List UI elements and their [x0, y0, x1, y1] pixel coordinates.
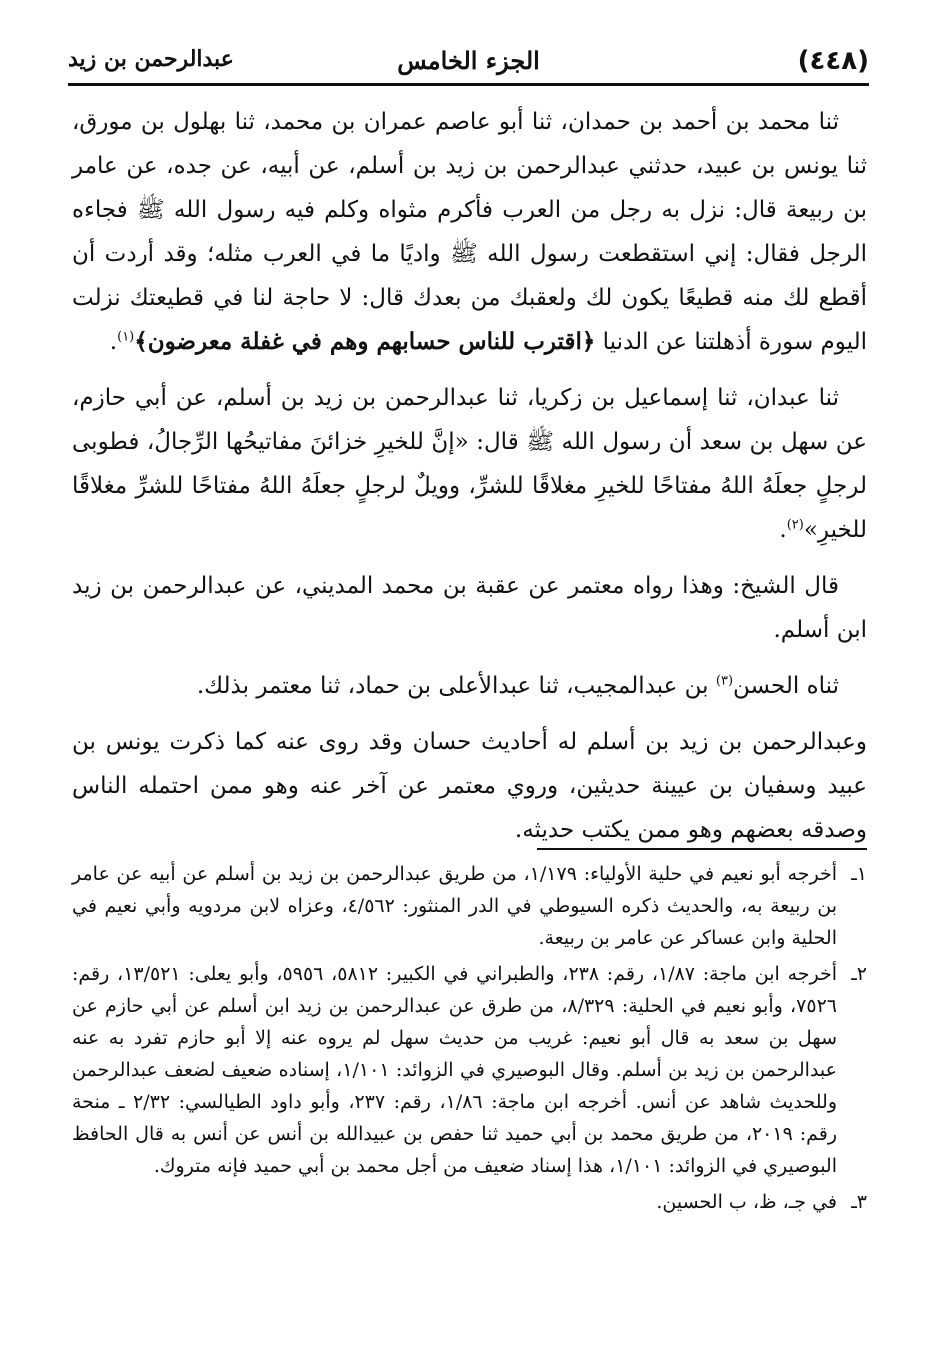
quran-verse: ﴿اقترب للناس حسابهم وهم في غفلة معرضون﴾	[134, 328, 596, 355]
page-header	[68, 40, 869, 86]
paragraph: ثنا محمد بن أحمد بن حمدان، ثنا أبو عاصم عمران بن محمد، ثنا بهلول بن مورق، ثنا يونس بن عبيد، حدثني عبدالرحمن بن زيد بن أسلم، عن أبيه، عن جده، عن عامر بن ربيعة قال: نزل به رجل من العرب فأكرم مثواه وكلم فيه رسول الله ﷺ فجاءه الرجل فقال: إني استقطعت رسول الله ﷺ واديًا ما في العرب مثله؛ وقد أردت أن أقطع لك منه قطيعًا يكون لك ولعقبك من بعدك قال: لا حاجة لنا في قطيعتك نزلت اليوم سورة أذهلتنا عن الدنيا ﴿اقترب للناس حسابهم وهم في غفلة معرضون﴾$^{(١)}$.	[72, 109, 867, 355]
footnote-ref: (٢)	[786, 517, 804, 533]
footnote-text: أخرجه أبو نعيم في حلية الأولياء: ١/١٧٩، من طريق عبدالرحمن بن زيد بن أسلم عن أبيه عن عامر بن ربيعة به، والحديث ذكره السيوطي في الدر المنثور: ٤/٥٦٢، وعزاه لابن مردويه وأبي نعيم في الحلية وابن عساكر عن عامر بن ربيعة.	[72, 863, 838, 949]
footnote-number: ٢ـ	[851, 963, 867, 985]
footnote	[72, 1186, 867, 1218]
paragraph: ثنا عبدان، ثنا إسماعيل بن زكريا، ثنا عبدالرحمن بن زيد بن أسلم، عن أبي حازم، عن سهل بن سعد أن رسول الله ﷺ قال: «إنَّ للخيرِ خزائنَ مفاتيحُها الرِّجالُ، فطوبى لرجلٍ جعلَهُ اللهُ مفتاحًا للخيرِ مغلاقًا للشرِّ، وويلٌ لرجلٍ جعلَهُ اللهُ مفتاحًا للشرِّ مغلاقًا للخيرِ»$^{(٢)}$.	[72, 385, 867, 543]
footnote	[72, 858, 867, 954]
footnote-separator	[537, 848, 867, 850]
page-number: (٤٤٨)	[797, 46, 869, 76]
header-rule	[68, 83, 869, 86]
footnote	[72, 958, 867, 1182]
footnote-number: ٣ـ	[851, 1191, 867, 1213]
footnote-text: أخرجه ابن ماجة: ١/٨٧، رقم: ٢٣٨، والطبراني في الكبير: ٥٨١٢، ٥٩٥٦، وأبو يعلى: ١٣/٥٢١، رقم: ٧٥٢٦، وأبو نعيم في الحلية: ٨/٣٢٩، من طرق عن عبدالرحمن بن زيد ابن أسلم عن أبي حازم عن سهل بن سعد به قال أبو نعيم: غريب من حديث سهل لم يروه عنه إلا أبو حازم تفرد به عنه عبدالرحمن بن زيد بن أسلم. وقال البوصيري في الزوائد: ١/١٠١، إسناده ضعيف لضعف عبدالرحمن وللحديث شاهد عن أنس. أخرجه ابن ماجة: ١/٨٦، رقم: ٢٣٧، وأبو داود الطيالسي: ٢/٣٢ ـ منحة رقم: ٢٠١٩، من طريق محمد بن أبي حميد ثنا حفص بن عبيدالله بن أنس عن أنس به قال الحافظ البوصيري في الزوائد: ١/١٠١، هذا إسناد ضعيف من أجل محمد بن أبي حميد فإنه متروك.	[72, 963, 838, 1177]
running-title: عبدالرحمن بن زيد	[68, 46, 234, 72]
paragraph: وعبدالرحمن بن زيد بن أسلم له أحاديث حسان وقد روى عنه كما ذكرت يونس بن عبيد وسفيان بن عيينة حديثين، وروي معتمر عن آخر عنه وهو ممن احتمله الناس وصدقه بعضهم وهو ممن يكتب حديثه.	[72, 729, 867, 843]
footnote-ref: (١)	[117, 329, 135, 345]
paragraph: ثناه الحسن$^{(٣)}$ بن عبدالمجيب، ثنا عبدالأعلى بن حماد، ثنا معتمر بذلك.	[196, 673, 839, 699]
footnote-ref: (٣)	[715, 673, 734, 689]
footnotes	[72, 858, 867, 1222]
paragraph: قال الشيخ: وهذا رواه معتمر عن عقبة بن محمد المديني، عن عبدالرحمن بن زيد ابن أسلم.	[72, 573, 867, 643]
footnote-number: ١ـ	[851, 863, 867, 885]
main-text	[72, 100, 867, 864]
footnote-text: في جـ، ظ، ب الحسين.	[656, 1191, 837, 1213]
volume-title: الجزء الخامس	[397, 46, 540, 75]
